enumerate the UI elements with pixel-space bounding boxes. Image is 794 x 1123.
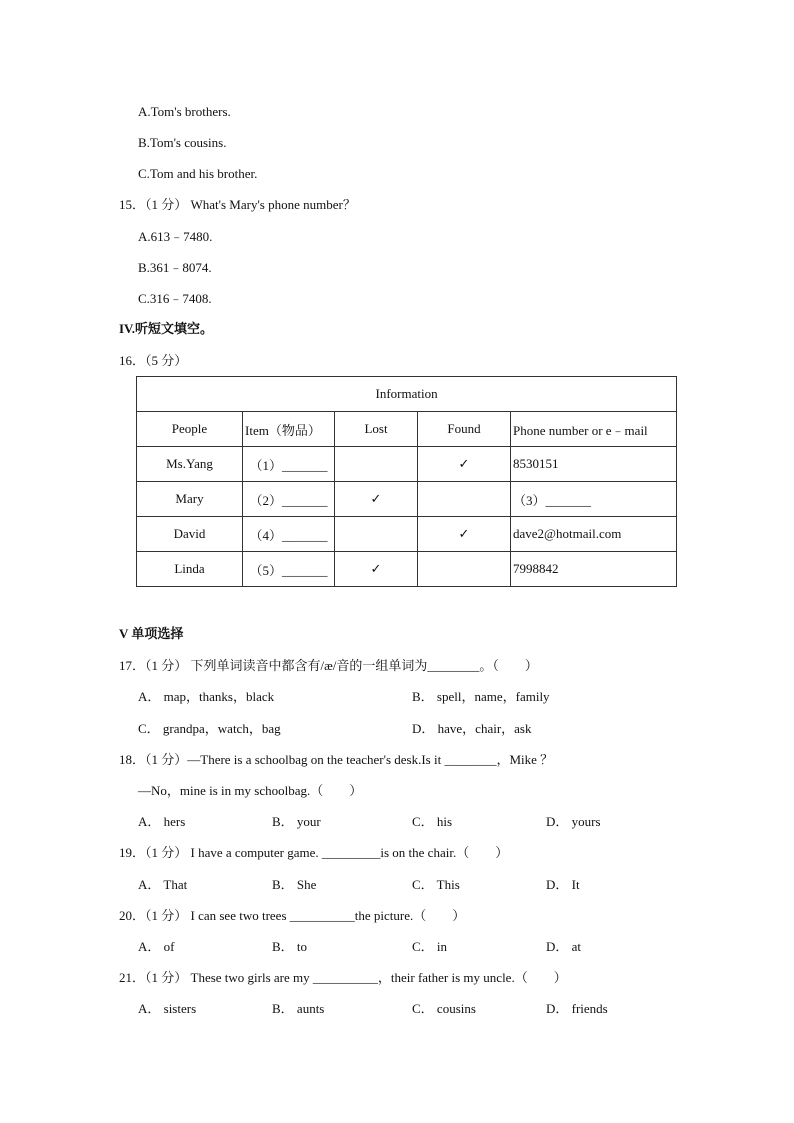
section-5-title: V 单项选择: [119, 626, 184, 641]
header-contact: Phone number or e﹣mail: [511, 412, 677, 447]
person-cell: Mary: [137, 482, 243, 517]
table-row: [137, 447, 677, 482]
q14-option-b[interactable]: B.Tom's cousins.: [138, 135, 227, 150]
q21-option-c[interactable]: C． cousins: [412, 1001, 476, 1016]
q18-option-c[interactable]: C． his: [412, 814, 453, 829]
q18-stem-reply: —No，mine is in my schoolbag.（ ）: [138, 783, 363, 798]
q14-option-c[interactable]: C.Tom and his brother.: [138, 166, 258, 181]
table-title: Information: [137, 377, 677, 412]
item-blank-4[interactable]: （4）_______: [243, 517, 335, 552]
q21-option-b[interactable]: B． aunts: [272, 1001, 325, 1016]
table-row: [137, 482, 677, 517]
contact-blank-3[interactable]: （3）_______: [511, 482, 677, 517]
q19-option-c[interactable]: C． This: [412, 877, 460, 892]
q18-option-b[interactable]: B． your: [272, 814, 321, 829]
q18-stem: 18．（1 分）—There is a schoolbag on the teacher's desk.Is it ________，Mike ？: [119, 752, 554, 767]
contact-cell: 7998842: [511, 552, 677, 587]
item-blank-2[interactable]: （2）_______: [243, 482, 335, 517]
found-check: ✓: [418, 447, 511, 482]
found-check: ✓: [418, 517, 511, 552]
q17-stem: 17．（1 分） 下列单词读音中都含有/æ/音的一组单词为________。（ ）: [119, 658, 538, 673]
q17-option-b[interactable]: B． spell，name，family: [412, 689, 550, 704]
q15-option-c[interactable]: C.316﹣7408.: [138, 291, 212, 306]
header-found: Found: [418, 412, 511, 447]
q15-option-b[interactable]: B.361﹣8074.: [138, 260, 212, 275]
table-header-row: [137, 412, 677, 447]
header-item: Item（物品）: [243, 412, 335, 447]
lost-check: ✓: [335, 552, 418, 587]
found-cell: [418, 482, 511, 517]
section-4-title: IV.听短文填空。: [119, 321, 214, 336]
q18-option-d[interactable]: D． yours: [546, 814, 601, 829]
q17-option-a[interactable]: A． map，thanks，black: [138, 689, 275, 704]
table-row: [137, 517, 677, 552]
q20-option-c[interactable]: C． in: [412, 939, 448, 954]
lost-cell: [335, 517, 418, 552]
found-cell: [418, 552, 511, 587]
information-table: [136, 376, 677, 587]
q17-option-d[interactable]: D． have，chair，ask: [412, 721, 532, 736]
person-cell: Linda: [137, 552, 243, 587]
q19-stem: 19．（1 分） I have a computer game. _________is on the chair.（ ）: [119, 845, 509, 860]
person-cell: David: [137, 517, 243, 552]
contact-cell: dave2@hotmail.com: [511, 517, 677, 552]
q16-stem: 16．（5 分）: [119, 353, 188, 368]
q21-option-a[interactable]: A． sisters: [138, 1001, 197, 1016]
lost-cell: [335, 447, 418, 482]
q21-option-d[interactable]: D． friends: [546, 1001, 608, 1016]
header-people: People: [137, 412, 243, 447]
q19-option-d[interactable]: D． It: [546, 877, 580, 892]
table-row: [137, 552, 677, 587]
header-lost: Lost: [335, 412, 418, 447]
contact-cell: 8530151: [511, 447, 677, 482]
q19-option-b[interactable]: B． She: [272, 877, 317, 892]
q18-option-a[interactable]: A． hers: [138, 814, 186, 829]
q19-option-a[interactable]: A． That: [138, 877, 188, 892]
q21-stem: 21．（1 分） These two girls are my __________，their father is my uncle.（ ）: [119, 970, 567, 985]
q17-option-c[interactable]: C． grandpa，watch，bag: [138, 721, 281, 736]
q20-option-b[interactable]: B． to: [272, 939, 308, 954]
q14-option-a[interactable]: A.Tom's brothers.: [138, 104, 231, 119]
person-cell: Ms.Yang: [137, 447, 243, 482]
item-blank-1[interactable]: （1）_______: [243, 447, 335, 482]
item-blank-5[interactable]: （5）_______: [243, 552, 335, 587]
q20-stem: 20．（1 分） I can see two trees __________the picture.（ ）: [119, 908, 466, 923]
q15-option-a[interactable]: A.613﹣7480.: [138, 229, 213, 244]
q20-option-d[interactable]: D． at: [546, 939, 582, 954]
q15-stem: 15．（1 分） What's Mary's phone number？: [119, 197, 356, 212]
lost-check: ✓: [335, 482, 418, 517]
q20-option-a[interactable]: A． of: [138, 939, 175, 954]
